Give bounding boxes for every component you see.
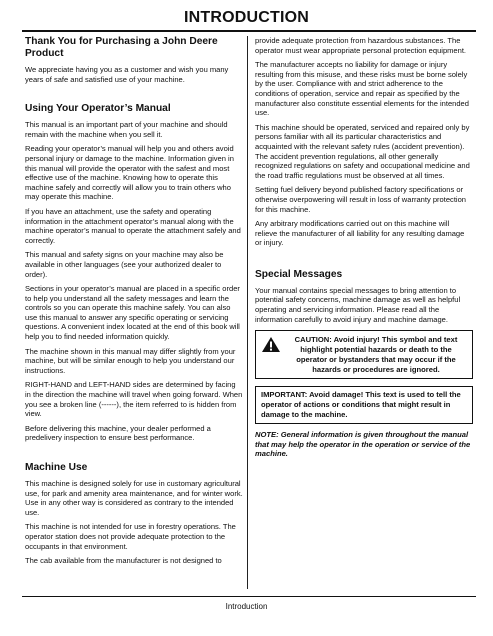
manual-paragraph-8: Before delivering this machine, your dealer performed a predelivery inspection to ensure best performance. (25, 423, 211, 443)
thanks-heading: Thank You for Purchasing a John Deere Product (25, 36, 218, 59)
caution-text: CAUTION: Avoid injury! This symbol and text highlight potential hazards or death to the operator or bystanders that may occur if the hazards or procedures are ignored. (294, 335, 458, 374)
special-messages-heading: Special Messages (255, 268, 343, 280)
manual-paragraph-2: Reading your operator’s manual will help you and others avoid personal injury or damage to the machine. Information given in this manual will provide the operator with the safest and most effective use of the machine. Knowing how to operate this machine safely and correctly will allow you to train others who may operate this machine. (25, 144, 234, 202)
warning-triangle-icon (261, 335, 283, 374)
continued-paragraph-4: Setting fuel delivery beyond published factory specifications or otherwise overpowering will result in loss of warranty protection for this machine. (255, 185, 466, 214)
manual-paragraph-1: This manual is an important part of your machine and should remain with the machine when you sell it. (25, 120, 228, 139)
manual-paragraph-3: If you have an attachment, use the safety and operating information in the attachment operator’s manual along with the machine operator’s manual to operate the attachment safely and correctly. (25, 206, 241, 245)
right-column (255, 36, 473, 464)
manual-paragraph-5: Sections in your operator’s manual are placed in a specific order to help you understand all the safety messages and learn the controls so you can operate this machine safely. You can also use this manual to answer any specific operating or servicing questions. A convenient index located at the end of this book will help you to find needed information quickly. (25, 284, 240, 342)
continued-paragraph-2: The manufacturer accepts no liability for damage or injury resulting from this misuse, and these risks must be borne solely by the user. Compliance with and strict adherence to the conditions of operation, service and repair as specified by the manufacturer also constitute essential elements for the intended use. (255, 60, 469, 118)
machine-use-paragraph-1: This machine is designed solely for use in customary agricultural use, for park and amenity area maintenance, and for winter work. Use in any other way is considered as contrary to the intended use. (25, 479, 243, 517)
machine-use-paragraph-2: This machine is not intended for use in forestry operations. The operator station does not provide adequate protection to the occupants in that environment. (25, 522, 236, 551)
continued-paragraph-5: Any arbitrary modifications carried out on this machine will relieve the manufacturer of all liability for any resulting damage or injury. (255, 219, 465, 248)
important-box: IMPORTANT: Avoid damage! This text is used to tell the operator of actions or conditions that might result in damage to the machine. (255, 386, 473, 423)
manual-paragraph-6: The machine shown in this manual may differ slightly from your machine, but will be similar enough to help you understand our instructions. (25, 346, 236, 375)
machine-use-heading: Machine Use (25, 462, 88, 473)
header-rule (22, 30, 476, 32)
footer-label: Introduction (225, 602, 268, 611)
footer-rule (22, 596, 476, 597)
manual-heading: Using Your Operator’s Manual (25, 103, 171, 115)
machine-use-paragraph-3: The cab available from the manufacturer is not designed to (25, 556, 222, 566)
caution-box (255, 330, 473, 379)
manual-paragraph-4: This manual and safety signs on your machine may also be available in other languages (see your authorized dealer to order). (25, 250, 224, 279)
column-divider (247, 36, 248, 589)
continued-paragraph-1: provide adequate protection from hazardous substances. The operator must wear appropriate personal protection equipment. (255, 36, 467, 55)
page-title: INTRODUCTION (183, 9, 310, 26)
manual-paragraph-7: RIGHT-HAND and LEFT-HAND sides are determined by facing in the direction the machine will travel when going forward. When you see a broken line (------), the item referred to is hidden from view. (25, 380, 243, 419)
continued-paragraph-3: This machine should be operated, serviced and repaired only by persons familiar with all its particular characteristics and acquainted with the relevant safety rules (accident prevention). The accident prevention regulations, all other generally recognized regulations on safety and occupational medicine and the road traffic regulations must be observed at all times. (255, 122, 470, 180)
special-messages-paragraph: Your manual contains special messages to bring attention to potential safety concerns, machine damage as well as helpful operating and servicing information. Please read all the information carefully to avoid injury and machine damage. (255, 285, 461, 324)
note-text: NOTE: General information is given throughout the manual that may help the operator in the operation or service of the machine. (255, 429, 471, 459)
left-column (25, 36, 243, 571)
thanks-paragraph: We appreciate having you as a customer and wish you many years of safe and satisfied use of your machine. (25, 65, 229, 84)
